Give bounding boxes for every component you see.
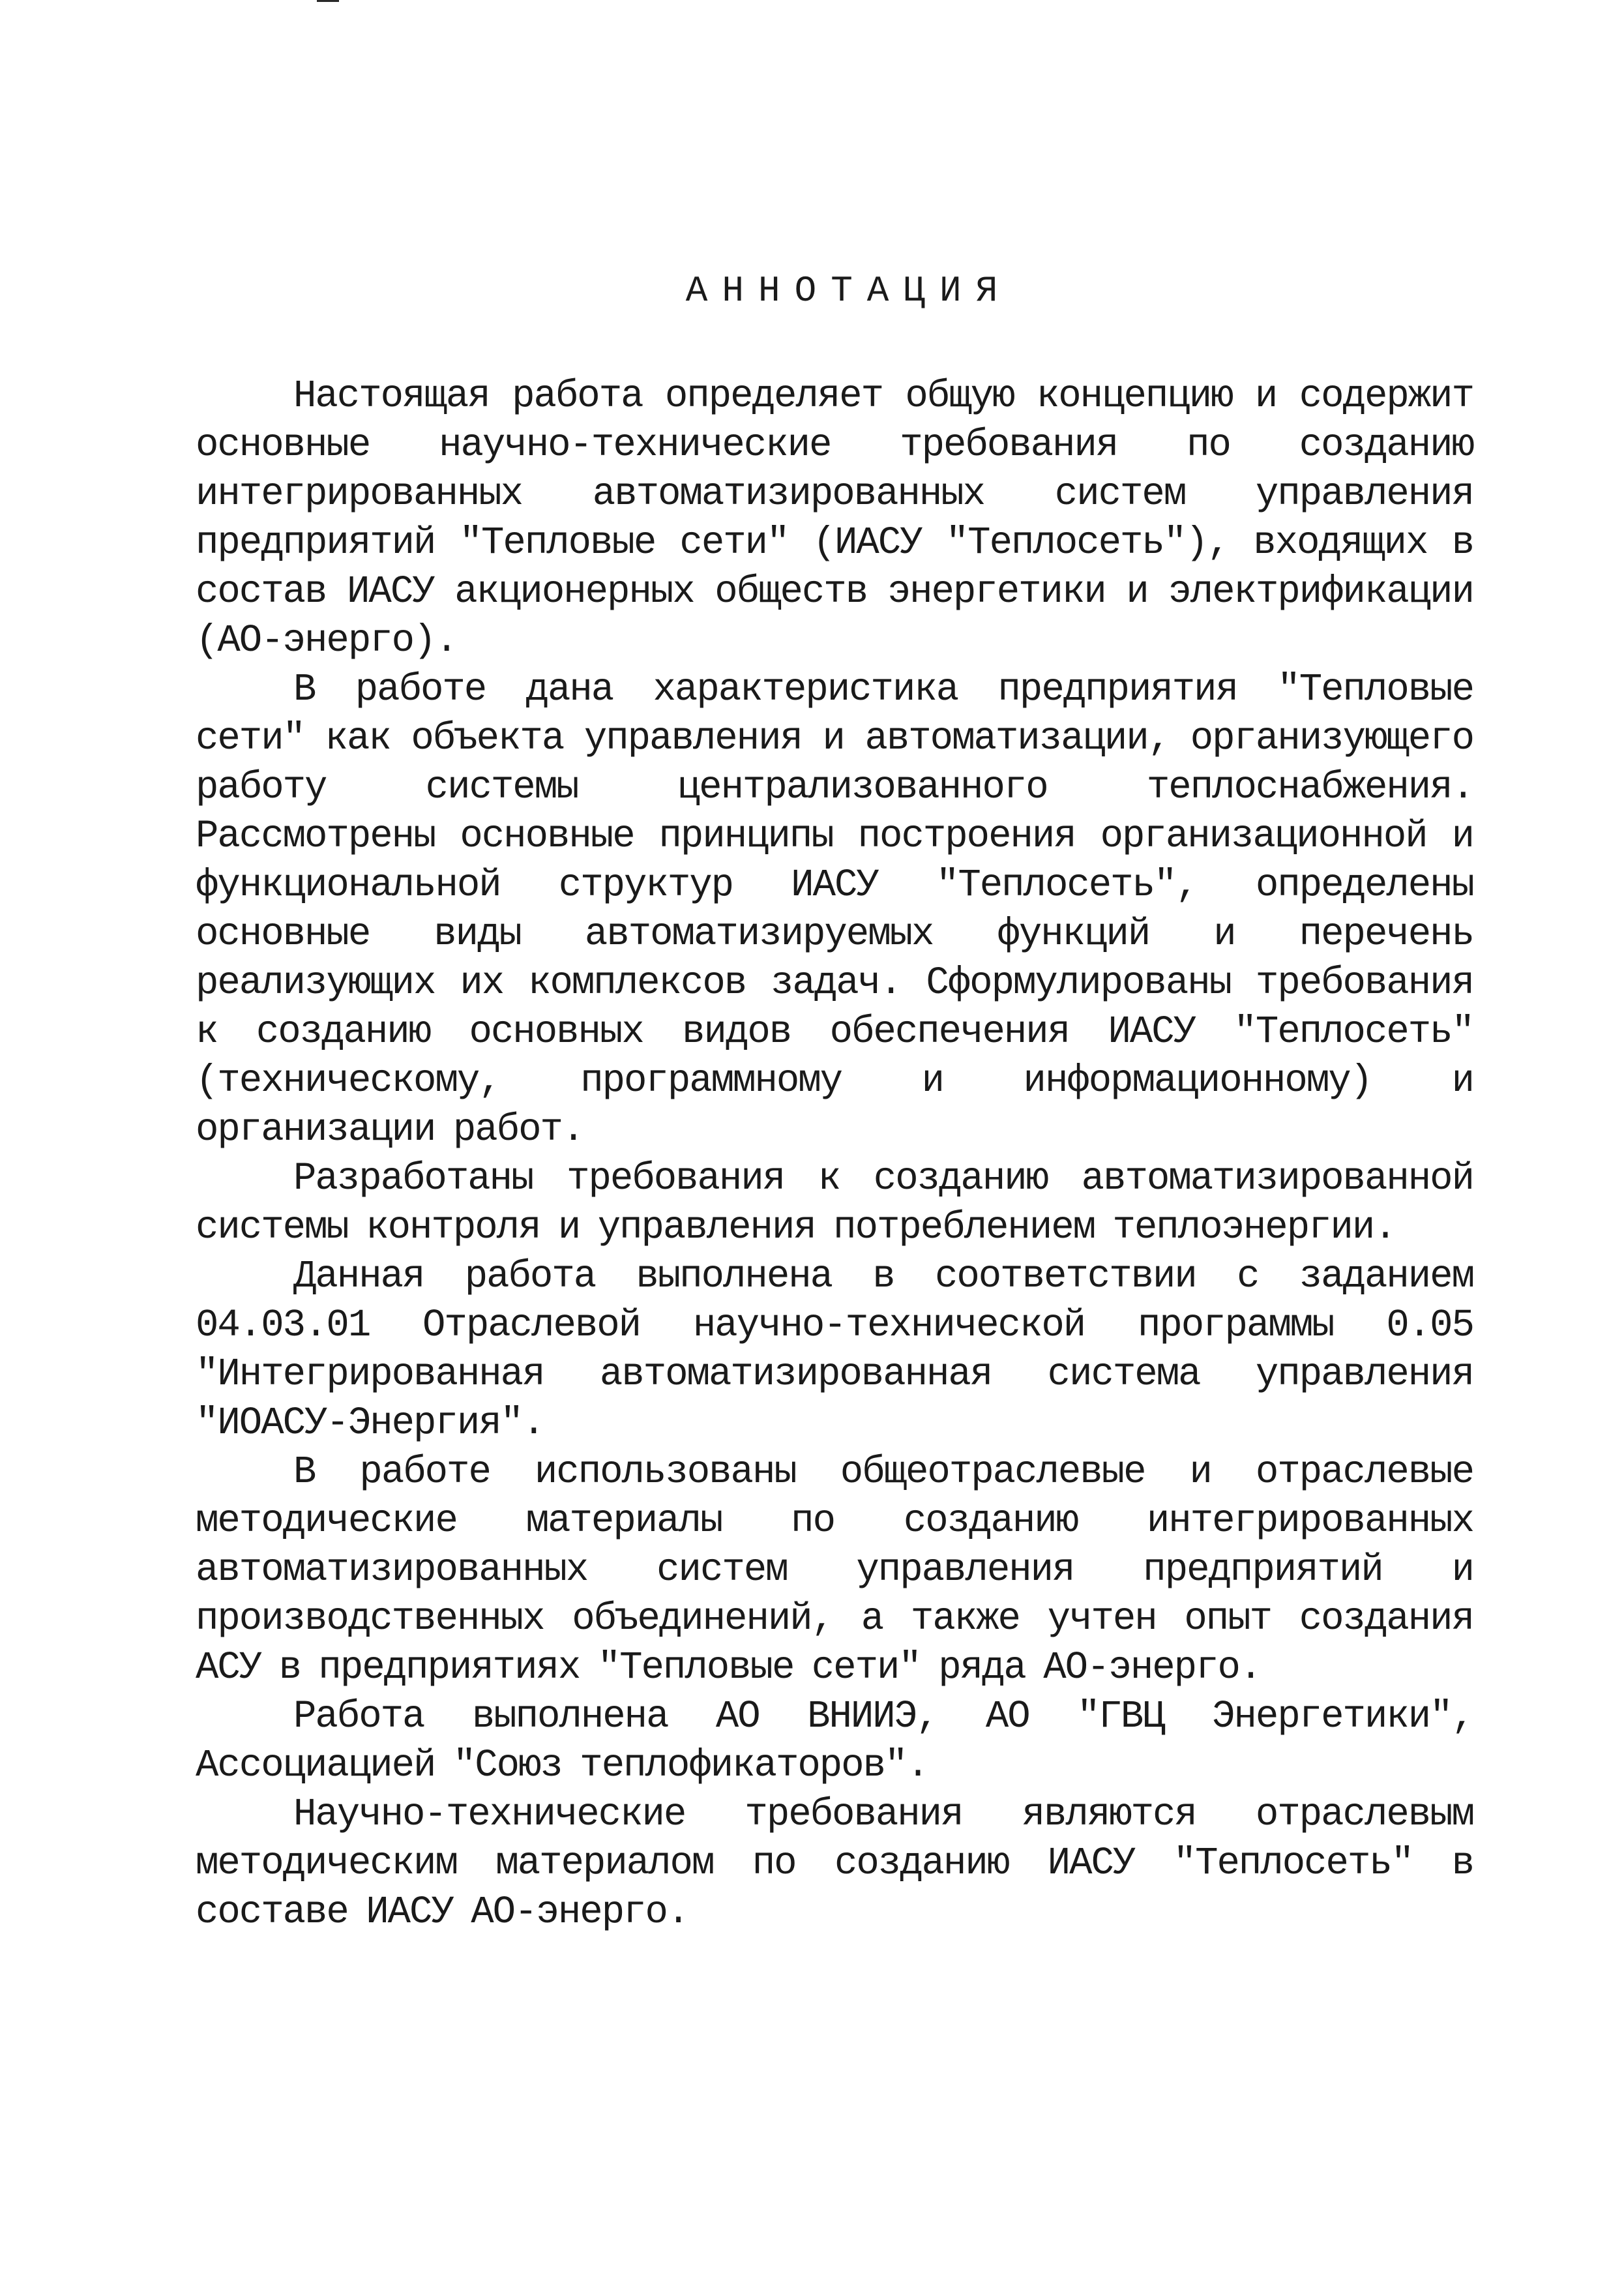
scan-artifact [317, 0, 339, 2]
paragraph-authors: Работа выполнена АО ВНИИЭ, АО "ГВЦ Энергетики", Ассоциацией "Союз теплофикаторов". [196, 1695, 1473, 1787]
paragraph-scope: Настоящая работа определяет общую концепцию и содержит основные научно-технические требования по созданию интегрированных автоматизированных систем управления предприятий "Тепловые сети" (ИАСУ "Теплосеть"), входящих в состав ИАСУ акционерных обществ энергетики и электрификации (АО-энерго). [196, 374, 1473, 662]
paragraph-status: Научно-технические требования являются отраслевым методическим материалом по созданию ИАСУ "Теплосеть" в составе ИАСУ АО-энерго. [196, 1793, 1473, 1934]
paragraph-assignment: Данная работа выполнена в соответствии с заданием 04.03.01 Отраслевой научно-технической программы 0.05 "Интегрированная автоматизированная система управления "ИОАСУ-Энергия". [196, 1255, 1473, 1445]
paragraph-materials: В работе использованы общеотраслевые и отраслевые методические материалы по созданию интегрированных автоматизированных систем управления предприятий и производственных объединений, а также учтен опыт создания АСУ в предприятиях "Тепловые сети" ряда АО-энерго. [196, 1450, 1473, 1689]
paragraph-requirements: Разработаны требования к созданию автоматизированной системы контроля и управления потреблением теплоэнергии. [196, 1157, 1473, 1249]
document-title: АННОТАЦИЯ [685, 270, 1012, 312]
annotation-body [196, 372, 1473, 1937]
paragraph-characteristics: В работе дана характеристика предприятия "Тепловые сети" как объекта управления и автоматизации, организующего работу системы централизованного теплоснабжения. Рассмотрены основные принципы построения организационной и функциональной структур ИАСУ "Теплосеть", определены основные виды автоматизируемых функций и перечень реализующих их комплексов задач. Сформулированы требования к созданию основных видов обеспечения ИАСУ "Теплосеть" (техническому, программному и информационному) и организации работ. [196, 668, 1473, 1152]
